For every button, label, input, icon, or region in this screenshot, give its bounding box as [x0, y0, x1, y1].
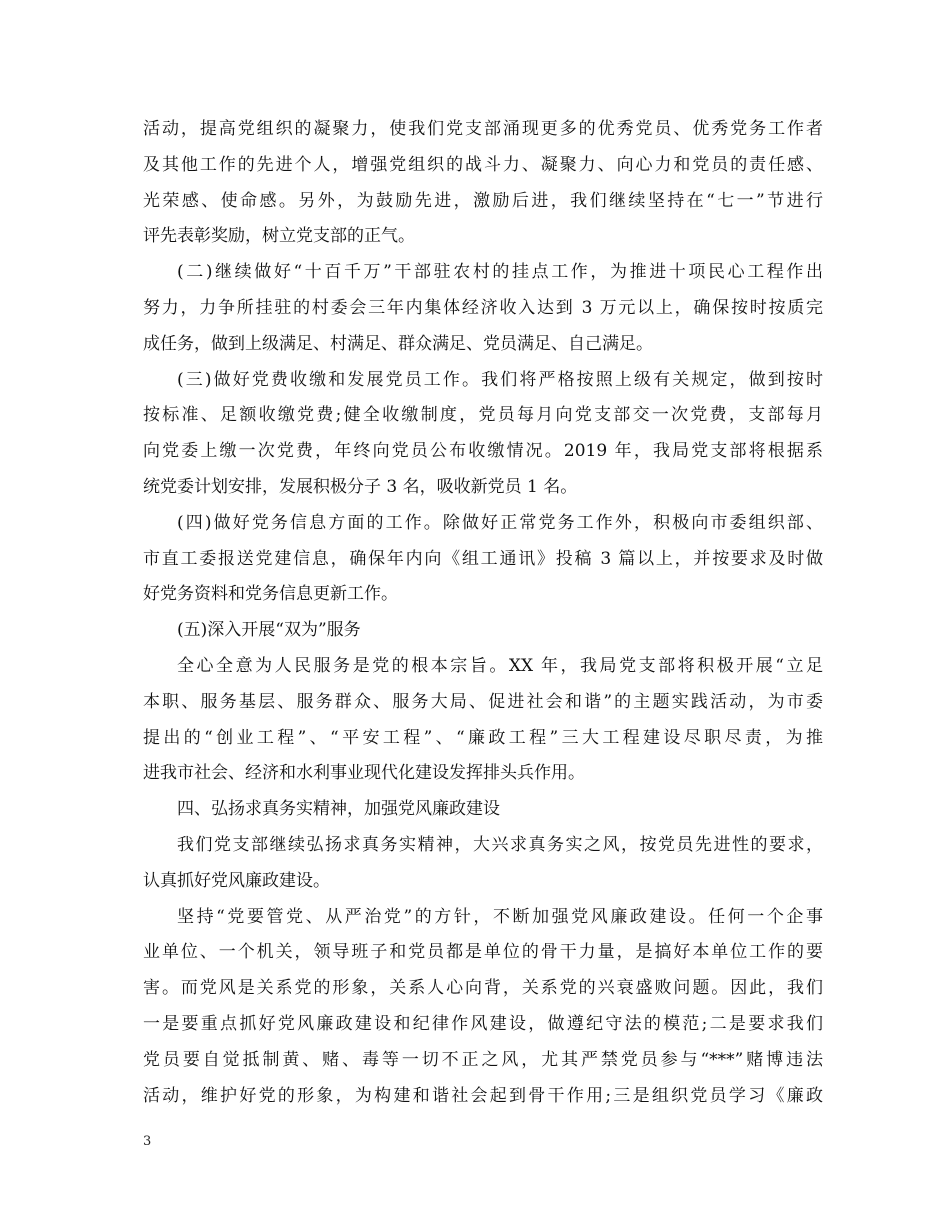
text-line: 活动，提高党组织的凝聚力，使我们党支部涌现更多的优秀党员、优秀党务工作者 — [143, 119, 823, 139]
text-line: 及其他工作的先进个人，增强党组织的战斗力、凝聚力、向心力和党员的责任感、 — [143, 154, 823, 175]
text-line: 害。而党风是关系党的形象，关系人心向背，关系党的兴衰盛败问题。因此，我们 — [143, 978, 823, 999]
text-line: (三)做好党费收缴和发展党员工作。我们将严格按照上级有关规定，做到按时 — [177, 369, 823, 390]
text-line: (五)深入开展“双为”服务 — [177, 620, 361, 641]
text-line: 评先表彰奖励，树立党支部的正气。 — [143, 226, 415, 247]
text-line: 认真抓好党风廉政建设。 — [143, 870, 330, 891]
text-line: 业单位、一个机关，领导班子和党员都是单位的骨干力量，是搞好本单位工作的要 — [143, 942, 823, 963]
text-line: 成任务，做到上级满足、村满足、群众满足、党员满足、自己满足。 — [143, 333, 653, 354]
text-line: 向党委上缴一次党费，年终向党员公布收缴情况。2019 年，我局党支部将根据系 — [143, 441, 823, 462]
text-line: 党员要自觉抵制黄、赌、毒等一切不正之风，尤其严禁党员参与“***”赌博违法 — [143, 1049, 823, 1070]
page-number: 3 — [143, 1134, 152, 1149]
text-line: 坚持“党要管党、从严治党”的方针，不断加强党风廉政建设。任何一个企事 — [177, 906, 823, 927]
text-line: 统党委计划安排，发展积极分子 3 名，吸收新党员 1 名。 — [143, 476, 578, 497]
text-line: 全心全意为人民服务是党的根本宗旨。XX 年，我局党支部将积极开展“立足 — [177, 655, 823, 676]
text-line: (二)继续做好“十百千万”干部驻农村的挂点工作，为推进十项民心工程作出 — [177, 262, 823, 283]
body-text — [143, 112, 823, 1114]
text-line: 努力，力争所挂驻的村委会三年内集体经济收入达到 3 万元以上，确保按时按质完 — [143, 297, 823, 318]
text-line: 提出的“创业工程”、“平安工程”、“廉政工程”三大工程建设尽职尽责，为推 — [143, 727, 823, 748]
text-line: 光荣感、使命感。另外，为鼓励先进，激励后进，我们继续坚持在“七一”节进行 — [143, 190, 823, 211]
text-line: 进我市社会、经济和水利事业现代化建设发挥排头兵作用。 — [143, 763, 585, 784]
text-line: 四、弘扬求真务实精神，加强党风廉政建设 — [177, 799, 500, 820]
text-line: 一是要重点抓好党风廉政建设和纪律作风建设，做遵纪守法的模范;二是要求我们 — [143, 1013, 823, 1034]
text-line: 市直工委报送党建信息，确保年内向《组工通讯》投稿 3 篇以上，并按要求及时做 — [143, 548, 823, 569]
text-line: 本职、服务基层、服务群众、服务大局、促进社会和谐”的主题实践活动，为市委 — [143, 691, 823, 712]
text-line: 好党务资料和党务信息更新工作。 — [143, 584, 398, 605]
text-line: 我们党支部继续弘扬求真务实精神，大兴求真务实之风，按党员先进性的要求， — [177, 834, 823, 855]
text-line: 按标准、足额收缴党费;健全收缴制度，党员每月向党支部交一次党费，支部每月 — [143, 405, 823, 426]
text-line: 活动，维护好党的形象，为构建和谐社会起到骨干作用;三是组织党员学习《廉政 — [143, 1085, 823, 1106]
text-line: (四)做好党务信息方面的工作。除做好正常党务工作外，积极向市委组织部、 — [177, 512, 823, 533]
